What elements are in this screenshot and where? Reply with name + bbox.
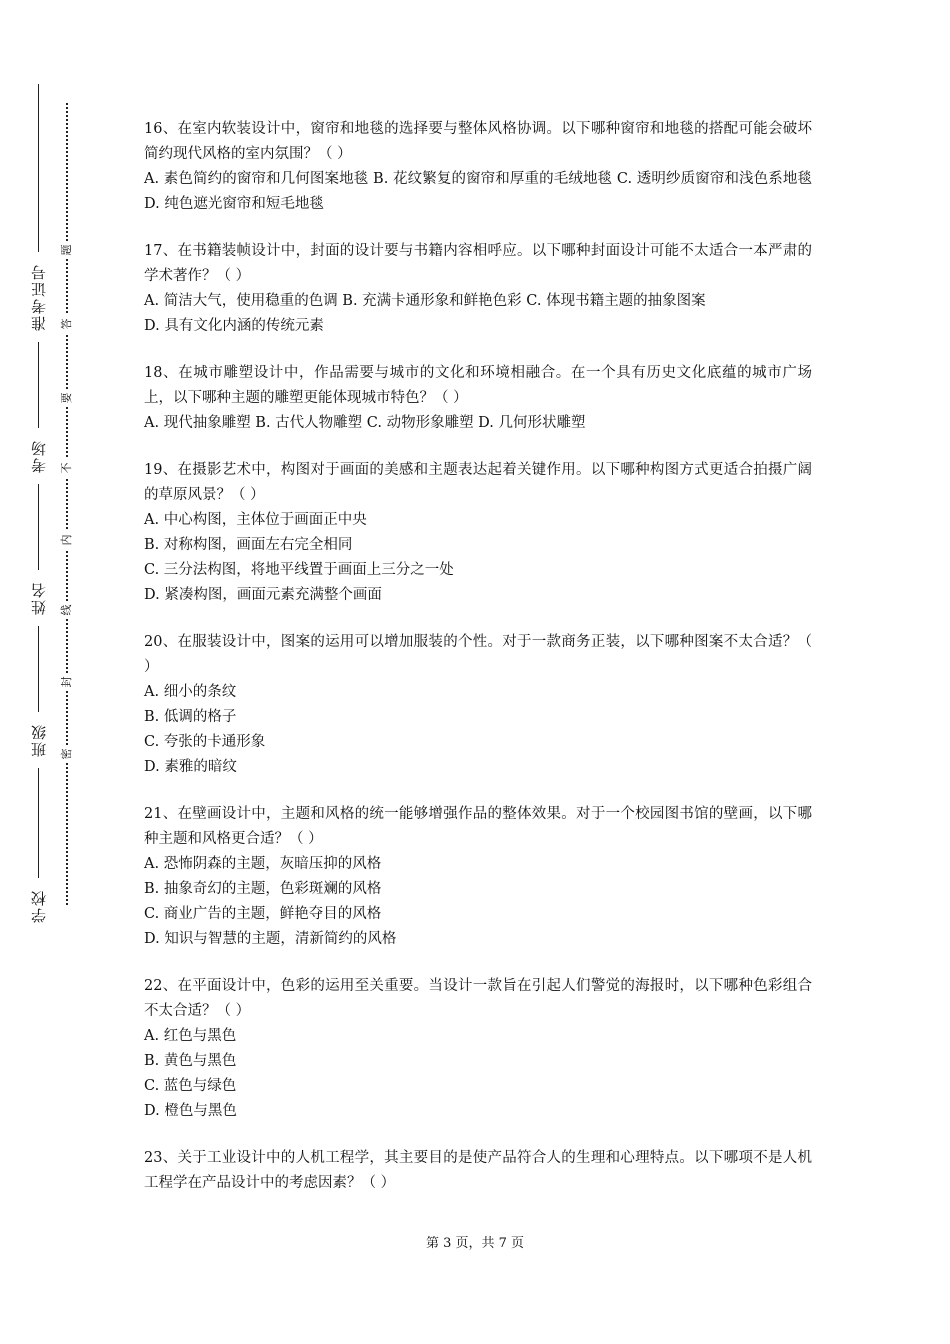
question-option-b: B. 对称构图，画面左右完全相同 <box>144 537 353 553</box>
question-options: A. 现代抽象雕塑 B. 古代人物雕塑 C. 动物形象雕塑 D. 几何形状雕塑 <box>144 415 586 431</box>
question-option-b: B. 黄色与黑色 <box>144 1053 237 1069</box>
question-option-a: A. 红色与黑色 <box>144 1028 237 1044</box>
question-option: A. 简洁大气，使用稳重的色调 B. 充满卡通形象和鲜艳色彩 C. 体现书籍主题的抽象图案 <box>144 293 706 309</box>
question-option-b: B. 抽象奇幻的主题，色彩斑斓的风格 <box>144 881 382 897</box>
page-footer: 第 3 页，共 7 页 <box>425 1236 525 1251</box>
question-option-a: A. 中心构图，主体位于画面正中央 <box>144 512 367 528</box>
question-option-b: B. 低调的格子 <box>144 709 237 725</box>
question-20 <box>144 630 812 780</box>
seal-char: 不 <box>58 459 76 477</box>
question-16 <box>144 117 812 217</box>
field-label-exam-id: 准考证号 <box>30 263 48 331</box>
seal-char: 要 <box>58 389 76 407</box>
seal-char: 答 <box>58 315 76 333</box>
question-option: D. 具有文化内涵的传统元素 <box>144 318 324 334</box>
question-text: 18、在城市雕塑设计中，作品需要与城市的文化和环境相融合。在一个具有历史文化底蕴的城市广场上，以下哪种主题的雕塑更能体现城市特色？（ ） <box>144 365 812 406</box>
seal-char: 密 <box>58 745 76 763</box>
field-label-class: 班级 <box>30 723 48 757</box>
question-option-c: C. 夸张的卡通形象 <box>144 734 266 750</box>
seal-char: 内 <box>58 531 76 549</box>
question-19 <box>144 458 812 608</box>
question-text: 16、在室内软装设计中，窗帘和地毯的选择要与整体风格协调。以下哪种窗帘和地毯的搭配可能会破坏简约现代风格的室内氛围？（ ） <box>144 121 812 162</box>
field-line-class <box>38 626 39 712</box>
question-18 <box>144 361 812 436</box>
seal-char: 线 <box>58 601 76 619</box>
question-option-d: D. 知识与智慧的主题，清新简约的风格 <box>144 931 397 947</box>
question-options: A. 素色简约的窗帘和几何图案地毯 B. 花纹繁复的窗帘和厚重的毛绒地毯 C. 透明纱质窗帘和浅色系地毯 D. 纯色遮光窗帘和短毛地毯 <box>144 171 812 212</box>
field-label-name: 姓名 <box>30 581 48 615</box>
question-option-a: A. 细小的条纹 <box>144 684 237 700</box>
field-line-exam-room <box>38 342 39 428</box>
question-option-d: D. 紧凑构图，画面元素充满整个画面 <box>144 587 382 603</box>
question-17 <box>144 239 812 339</box>
field-line-school <box>38 768 39 878</box>
question-option-c: C. 蓝色与绿色 <box>144 1078 237 1094</box>
question-22 <box>144 974 812 1124</box>
question-text: 21、在壁画设计中，主题和风格的统一能够增强作品的整体效果。对于一个校园图书馆的壁画，以下哪种主题和风格更合适？（ ） <box>144 806 812 847</box>
question-option-d: D. 橙色与黑色 <box>144 1103 237 1119</box>
seal-char: 题 <box>58 241 76 259</box>
question-text: 19、在摄影艺术中，构图对于画面的美感和主题表达起着关键作用。以下哪种构图方式更适合拍摄广阔的草原风景？（ ） <box>144 462 812 503</box>
question-text: 23、关于工业设计中的人机工程学，其主要目的是使产品符合人的生理和心理特点。以下哪项不是人机工程学在产品设计中的考虑因素？（ ） <box>144 1150 812 1191</box>
field-line-name <box>38 484 39 570</box>
question-23 <box>144 1146 812 1196</box>
question-text: 22、在平面设计中，色彩的运用至关重要。当设计一款旨在引起人们警觉的海报时，以下哪种色彩组合不太合适？（ ） <box>144 978 812 1019</box>
binding-margin <box>0 0 110 1344</box>
question-option-c: C. 三分法构图，将地平线置于画面上三分之一处 <box>144 562 454 578</box>
question-option-d: D. 素雅的暗纹 <box>144 759 237 775</box>
question-option-a: A. 恐怖阴森的主题，灰暗压抑的风格 <box>144 856 382 872</box>
question-list <box>144 117 812 1218</box>
question-text: 17、在书籍装帧设计中，封面的设计要与书籍内容相呼应。以下哪种封面设计可能不太适合一本严肃的学术著作？（ ） <box>144 243 812 284</box>
question-text: 20、在服装设计中，图案的运用可以增加服装的个性。对于一款商务正装，以下哪种图案不太合适？（ ） <box>144 634 812 675</box>
field-label-exam-room: 考场 <box>30 439 48 473</box>
question-option-c: C. 商业广告的主题，鲜艳夺目的风格 <box>144 906 382 922</box>
seal-dotted-line <box>66 103 68 905</box>
field-line-exam-id <box>38 84 39 252</box>
seal-char: 封 <box>58 673 76 691</box>
question-21 <box>144 802 812 952</box>
field-label-school: 学校 <box>30 889 48 923</box>
